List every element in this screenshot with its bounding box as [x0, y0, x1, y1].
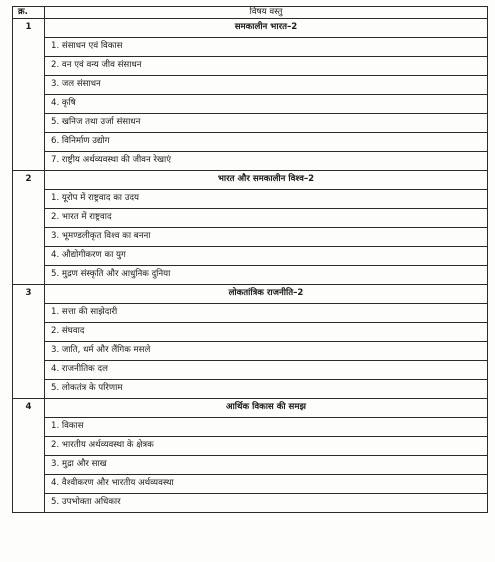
unit-title-row — [13, 19, 488, 38]
topic-item: 6. विनिर्माण उद्योग — [45, 133, 488, 152]
unit-title-row — [13, 399, 488, 418]
topic-item: 2. भारतीय अर्थव्यवस्था के क्षेत्रक — [45, 437, 488, 456]
topic-item: 2. भारत में राष्ट्रवाद — [45, 209, 488, 228]
syllabus-table — [12, 6, 488, 513]
topic-row — [13, 323, 488, 342]
unit-number: 2 — [13, 171, 45, 285]
topic-row — [13, 494, 488, 513]
topic-row — [13, 114, 488, 133]
topic-item: 7. राष्ट्रीय अर्थव्यवस्था की जीवन रेखाएं — [45, 152, 488, 171]
topic-item: 4. औद्योगीकरण का युग — [45, 247, 488, 266]
header-serial-number: क्र. — [13, 7, 45, 19]
unit-number: 1 — [13, 19, 45, 171]
topic-row — [13, 133, 488, 152]
topic-row — [13, 437, 488, 456]
topic-item: 1. यूरोप में राष्ट्रवाद का उदय — [45, 190, 488, 209]
unit-number: 3 — [13, 285, 45, 399]
topic-row — [13, 456, 488, 475]
topic-row — [13, 209, 488, 228]
topic-row — [13, 380, 488, 399]
unit-title: समकालीन भारत–2 — [45, 19, 488, 38]
topic-item: 3. भूमण्डलीकृत विश्व का बनना — [45, 228, 488, 247]
topic-row — [13, 342, 488, 361]
topic-row — [13, 38, 488, 57]
topic-row — [13, 57, 488, 76]
topic-item: 5. मुद्रण संस्कृति और आधुनिक दुनिया — [45, 266, 488, 285]
topic-item: 3. जल संसाधन — [45, 76, 488, 95]
unit-title-row — [13, 171, 488, 190]
topic-row — [13, 76, 488, 95]
topic-item: 4. वैश्वीकरण और भारतीय अर्थव्यवस्था — [45, 475, 488, 494]
topic-item: 4. कृषि — [45, 95, 488, 114]
topic-item: 3. जाति, धर्म और लैंगिक मसले — [45, 342, 488, 361]
topic-item: 2. वन एवं वन्य जीव संसाधन — [45, 57, 488, 76]
topic-item: 5. खनिज तथा उर्जा संसाधन — [45, 114, 488, 133]
topic-row — [13, 361, 488, 380]
unit-title: लोकतांत्रिक राजनीति–2 — [45, 285, 488, 304]
header-row — [13, 7, 488, 19]
topic-item: 1. संसाधन एवं विकास — [45, 38, 488, 57]
unit-number: 4 — [13, 399, 45, 513]
unit-title-row — [13, 285, 488, 304]
header-subject-content: विषय वस्तु — [45, 7, 488, 19]
topic-row — [13, 247, 488, 266]
topic-item: 2. संघवाद — [45, 323, 488, 342]
unit-title: भारत और समकालीन विश्व–2 — [45, 171, 488, 190]
topic-row — [13, 418, 488, 437]
topic-row — [13, 95, 488, 114]
topic-row — [13, 152, 488, 171]
topic-row — [13, 228, 488, 247]
topic-item: 1. सत्ता की साझेदारी — [45, 304, 488, 323]
topic-item: 1. विकास — [45, 418, 488, 437]
syllabus-table-body — [13, 7, 488, 513]
topic-item: 5. लोकतंत्र के परिणाम — [45, 380, 488, 399]
topic-item: 4. राजनीतिक दल — [45, 361, 488, 380]
topic-row — [13, 304, 488, 323]
topic-item: 3. मुद्रा और साख — [45, 456, 488, 475]
topic-row — [13, 266, 488, 285]
topic-item: 5. उपभोक्ता अधिकार — [45, 494, 488, 513]
topic-row — [13, 190, 488, 209]
unit-title: आर्थिक विकास की समझ — [45, 399, 488, 418]
topic-row — [13, 475, 488, 494]
